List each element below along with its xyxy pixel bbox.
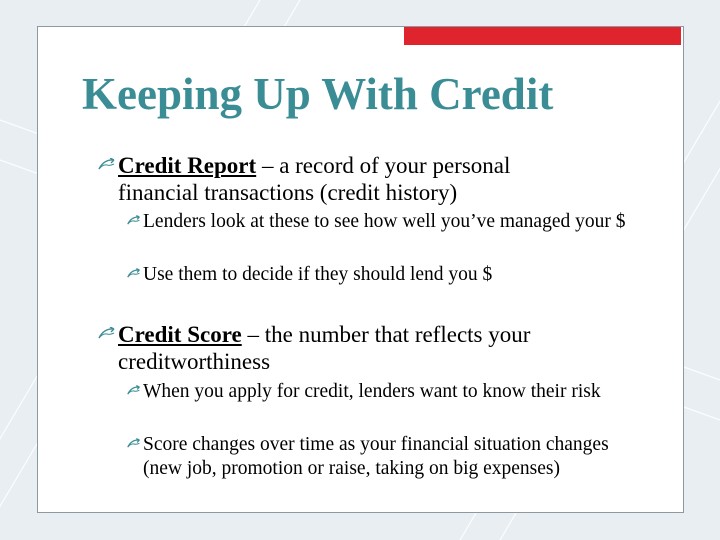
sub-bullet <box>143 433 633 481</box>
term-credit-score: Credit Score <box>118 322 242 347</box>
bullet-icon <box>127 438 141 450</box>
sub-bullet-text: Use them to decide if they should lend you $ <box>143 264 493 285</box>
term-credit-report: Credit Report <box>118 153 257 178</box>
bullet-text: – a record of your personal financial transactions (credit history) <box>118 153 511 205</box>
sub-bullet-text: Score changes over time as your financial situation changes (new job, promotion or raise, taking on big expenses) <box>143 434 609 479</box>
bullet-credit-report <box>118 152 588 206</box>
sub-bullet <box>143 380 643 404</box>
bullet-icon <box>127 268 141 280</box>
sub-bullet-text: When you apply for credit, lenders want to know their risk <box>143 381 601 402</box>
sub-bullet <box>143 210 643 234</box>
sub-bullet <box>143 263 643 287</box>
sub-bullet-text: Lenders look at these to see how well you’ve managed your $ <box>143 211 626 232</box>
bullet-icon <box>98 158 116 172</box>
accent-bar <box>404 27 681 45</box>
bullet-text: – the number that reflects your creditworthiness <box>118 322 531 374</box>
bullet-icon <box>127 215 141 227</box>
bullet-icon <box>98 327 116 341</box>
bullet-credit-score <box>118 321 588 375</box>
slide-title: Keeping Up With Credit <box>82 69 554 119</box>
bullet-icon <box>127 385 141 397</box>
